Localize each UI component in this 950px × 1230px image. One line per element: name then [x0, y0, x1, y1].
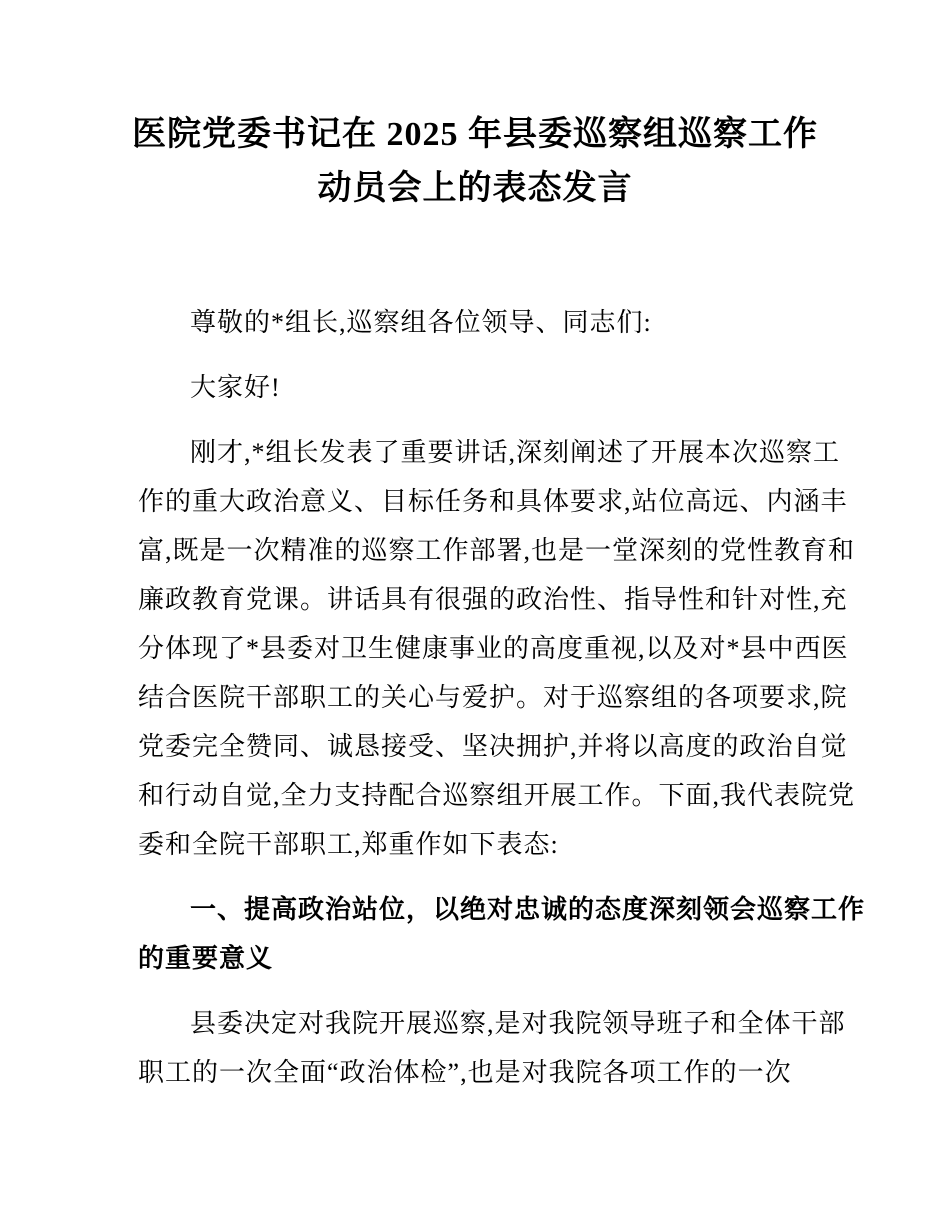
greeting-paragraph — [138, 363, 870, 412]
text-line: 职工的一次全面“政治体检”,也是对我院各项工作的一次 — [138, 1058, 792, 1087]
body-paragraph-1 — [138, 999, 870, 1097]
salutation-text: 尊敬的*组长,巡察组各位领导、同志们: — [190, 308, 652, 337]
text-line: 县委决定对我院开展巡察,是对我院领导班子和全体干部 — [190, 1009, 846, 1038]
title-line-2: 动员会上的表态发言 — [317, 170, 633, 207]
text-line: 富,既是一次精准的巡察工作部署,也是一堂深刻的党性教育和 — [138, 536, 856, 565]
document-title — [80, 108, 870, 216]
text-line: 作的重大政治意义、目标任务和具体要求,站位高远、内涵丰 — [138, 487, 848, 516]
salutation-paragraph — [138, 298, 870, 347]
text-line: 分体现了*县委对卫生健康事业的高度重视,以及对*县中西医 — [138, 634, 849, 663]
text-line: 刚才,*组长发表了重要讲话,深刻阐述了开展本次巡察工 — [190, 438, 841, 467]
text-line: 廉政教育党课。讲话具有很强的政治性、指导性和针对性,充 — [138, 585, 848, 614]
title-line-1: 医院党委书记在 2025 年县委巡察组巡察工作 — [132, 116, 818, 153]
heading-line: 一、提高政治站位，以绝对忠诚的态度深刻领会巡察工作 — [190, 894, 866, 924]
section-heading-1 — [138, 885, 870, 983]
document-body — [138, 298, 870, 1097]
text-line: 党委完全赞同、诚恳接受、坚决拥护,并将以高度的政治自觉 — [138, 732, 848, 761]
opening-paragraph — [138, 428, 870, 869]
text-line: 和行动自觉,全力支持配合巡察组开展工作。下面,我代表院党 — [138, 781, 856, 810]
heading-line: 的重要意义 — [138, 943, 274, 973]
text-line: 结合医院干部职工的关心与爱护。对于巡察组的各项要求,院 — [138, 683, 848, 712]
text-line: 委和全院干部职工,郑重作如下表态: — [138, 830, 559, 859]
greeting-text: 大家好! — [190, 373, 281, 402]
